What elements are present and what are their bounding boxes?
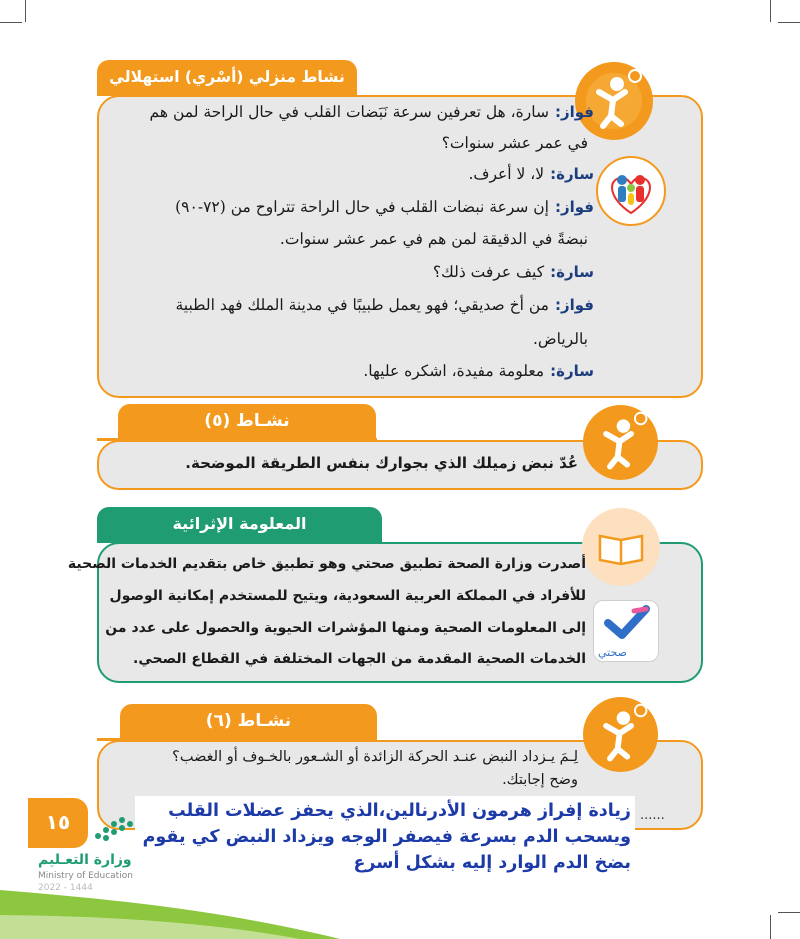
checkmark-icon xyxy=(594,601,658,645)
activity5-title: نشـاط (٥) xyxy=(118,404,376,438)
jumping-child-icon xyxy=(583,697,658,772)
crop-mark xyxy=(770,915,771,939)
home-activity-title: نشاط منزلي (أسْري) استهلالي xyxy=(97,60,357,94)
ministry-name-ar: وزارة التعـليم xyxy=(38,852,132,868)
dialogue-line: سارة:كيف عرفت ذلك؟ xyxy=(432,263,594,281)
activity5-text: عُدّ نبض زميلك الذي بجوارك بنفس الطريقة الموضحة. xyxy=(185,454,578,472)
book-icon xyxy=(582,508,660,586)
enrichment-line: أصدرت وزارة الصحة تطبيق صحتي وهو تطبيق خاص بتقديم الخدمات الصحية xyxy=(67,556,586,572)
answer-dots: ...... xyxy=(640,808,665,823)
activity-icon xyxy=(583,405,658,480)
dialogue-line: في عمر عشر سنوات؟ xyxy=(441,134,588,152)
edition-year: 2022 - 1444 xyxy=(38,883,93,893)
activity6-question: لِـمَ يـزداد النبض عنـد الحركة الزائدة أو الشـعور بالخـوف أو الغضب؟ xyxy=(172,749,578,765)
ministry-logo-icon xyxy=(90,806,140,846)
open-book-icon xyxy=(582,508,660,586)
enrichment-line: للأفراد في المملكة العربية السعودية، ويتيح للمستخدم إمكانية الوصول xyxy=(109,588,586,604)
dialogue-line: سارة:معلومة مفيدة، اشكره عليها. xyxy=(363,362,594,380)
dialogue-line: بالرياض. xyxy=(532,330,588,348)
dialogue-line: فواز:إن سرعة نبضات القلب في حال الراحة تتراوح من (٧٢-٩٠) xyxy=(175,198,594,216)
enrichment-line: الخدمات الصحية المقدمة من الجهات المختلفة في القطاع الصحي. xyxy=(133,651,586,667)
crop-mark xyxy=(25,0,26,22)
dialogue-line: سارة:لا، لا أعرف. xyxy=(468,165,594,183)
activity-icon xyxy=(575,62,653,140)
dialogue-line: فواز:سارة، هل تعرفين سرعة نَبَضات القلب في حال الراحة لمن هم xyxy=(149,103,594,121)
answer-box xyxy=(135,796,635,894)
answer-line: ويسحب الدم بسرعة فيصفر الوجه ويزداد النبض كي يقوم xyxy=(142,827,631,847)
crop-mark xyxy=(770,0,771,22)
activity6-instruction: وضح إجابتك. xyxy=(502,772,578,788)
dialogue-line: نبضةً في الدقيقة لمن هم في عمر عشر سنوات. xyxy=(279,230,588,248)
jumping-child-icon xyxy=(575,62,653,140)
answer-line: بضخ الدم الوارد إليه بشكل أسرع xyxy=(353,853,631,873)
dialogue-line: فواز:من أخ صديقي؛ فهو يعمل طبيبًا في مدينة الملك فهد الطبية xyxy=(175,296,594,314)
crop-mark xyxy=(0,22,22,23)
enrichment-title: المعلومة الإثرائية xyxy=(97,507,382,541)
tab-underline xyxy=(97,438,377,441)
tab-underline xyxy=(97,738,377,741)
ministry-name-en: Ministry of Education xyxy=(38,871,133,881)
enrichment-line: إلى المعلومات الصحية ومنها المؤشرات الحيوية والحصول على عدد من xyxy=(105,620,586,636)
family-icon xyxy=(596,156,666,226)
crop-mark xyxy=(778,912,800,913)
sehhaty-app-icon xyxy=(593,600,659,662)
activity-icon xyxy=(583,697,658,772)
crop-mark xyxy=(778,22,800,23)
activity6-title: نشـاط (٦) xyxy=(120,704,377,738)
page-number: ١٥ xyxy=(45,810,71,834)
answer-line: زيادة إفراز هرمون الأدرنالين،الذي يحفز عضلات القلب xyxy=(168,801,631,821)
app-label: صحتي xyxy=(598,646,627,659)
jumping-child-icon xyxy=(583,405,658,480)
family-heart-icon xyxy=(598,158,664,224)
